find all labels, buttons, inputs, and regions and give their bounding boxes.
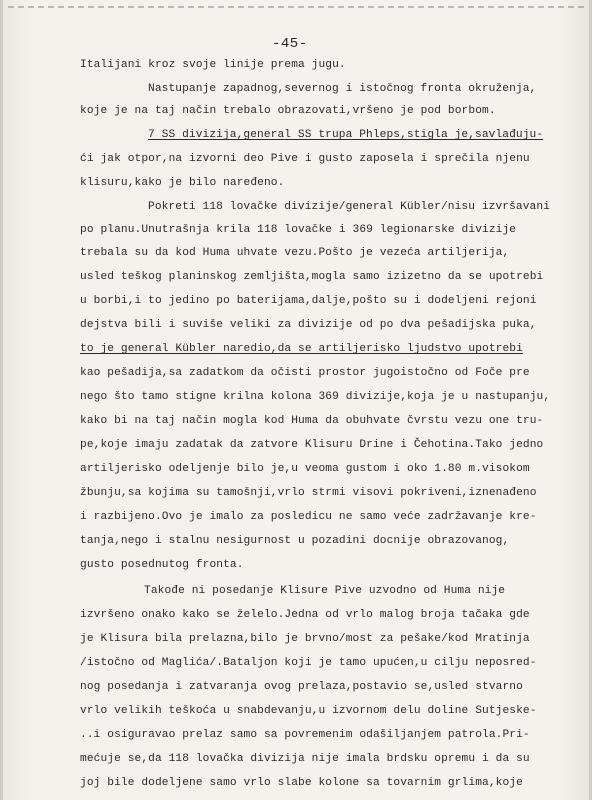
text-line: trebala su da kod Huma uhvate vezu.Pošto je vezeća artiljerija, [80,247,510,259]
text-line: tanja,nego i stalnu nesigurnost u pozadini docnije obrazovanog, [80,535,510,547]
text-line: artiljerisko odeljenje bilo je,u veoma gustom i oko 1.80 m.visokom [80,463,530,475]
text-line: to je general Kübler naredio,da se artiljerisko ljudstvo upotrebi [80,343,523,355]
text-line: kao pešadija,sa zadatkom da očisti prostor jugoistočno od Foče pre [80,367,530,379]
page-number: -45- [272,36,308,52]
text-line: /istočno od Maglića/.Bataljon koji je tamo upućen,u cilju neposred- [80,657,537,669]
text-line: kako bi na taj način mogla kod Huma da obuhvate čvrstu vezu one tru- [80,415,544,427]
text-line: dejstva bili i suviše veliki za divizije od po dva pešadijska puka, [80,319,537,331]
text-line: usled teškog planinskog zemljišta,mogla samo izizetno da se upotrebi [80,271,544,283]
text-line: izvršeno onako kako se želelo.Jedna od vrlo malog broja tačaka gde [80,609,530,621]
text-line: 7 SS divizija,general SS trupa Phleps,stigla je,savlađuju- [148,129,544,141]
text-line: Nastupanje zapadnog,severnog i istočnog fronta okruženja, [148,83,537,95]
text-line: žbunju,sa kojima su tamošnji,vrlo strmi visovi pokriveni,iznenađeno [80,487,537,499]
text-line: nego što tamo stigne krilna kolona 369 divizije,koja je u nastupanju, [80,391,551,403]
text-line: nog posedanja i zatvaranja ovog prelaza,postavio se,usled stvarno [80,681,523,693]
text-line: gusto posednutog fronta. [80,559,244,571]
text-line: i razbijeno.Ovo je imalo za posledicu ne samo veće zadržavanje kre- [80,511,537,523]
text-line: je Klisura bila prelazna,bilo je brvno/most za pešake/kod Mratinja [80,633,530,645]
top-border [8,6,584,18]
text-line: koje je na taj način trebalo obrazovati,vršeno je pod borbom. [80,105,496,117]
text-line: joj bile dodeljene samo vrlo slabe kolone sa tovarnim grlima,koje [80,777,523,789]
text-line: u borbi,i to jedino po baterijama,dalje,pošto su i dodeljeni rejoni [80,295,537,307]
text-line: klisuru,kako je bilo naređeno. [80,177,285,189]
scan-edge-left [0,0,3,800]
text-line: Pokreti 118 lovačke divizije/general Kübler/nisu izvršavani [148,201,551,213]
text-line: po planu.Unutrašnja krila 118 lovačke i 369 legionarske divizije [80,224,517,236]
text-line: Italijani kroz svoje linije prema jugu. [80,59,346,71]
text-line: mećuje se,da 118 lovačka divizija nije imala brdsku opremu i da su [80,753,530,765]
text-line: Takođe ni posedanje Klisure Pive uzvodno od Huma nije [144,585,506,597]
text-line: ći jak otpor,na izvorni deo Pive i gusto zaposela i sprečila njenu [80,153,530,165]
text-line: vrlo velikih teškoća u snabdevanju,u izvornom delu doline Sutjeske- [80,705,537,717]
text-line: pe,koje imaju zadatak da zatvore Klisuru Drine i Čehotina.Tako jedno [80,439,544,451]
text-line: ..i osiguravao prelaz samo sa povremenim odašiljanjem patrola.Pri- [80,729,530,741]
